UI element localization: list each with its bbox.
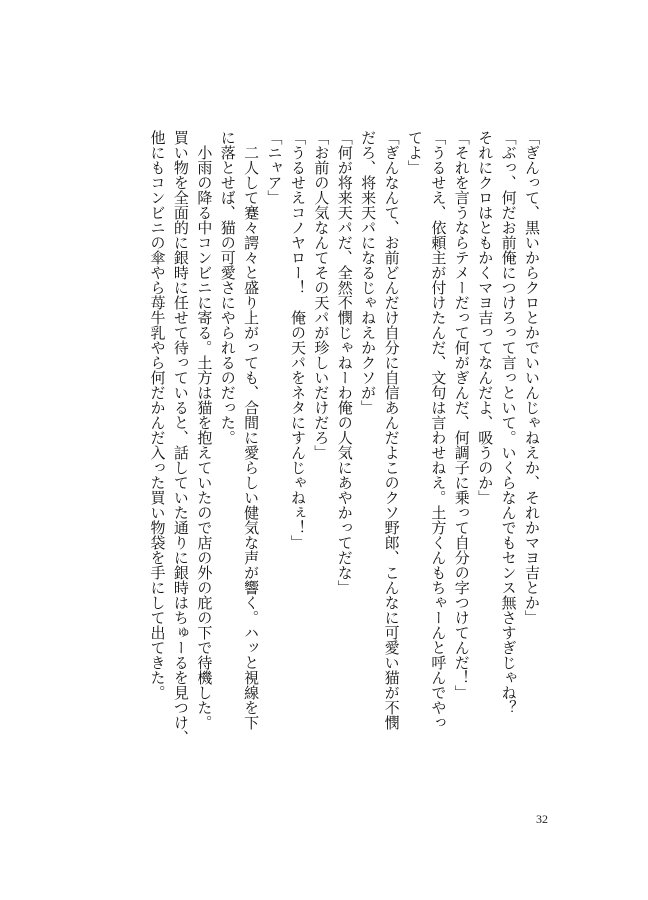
text-line: 「ニャア」 <box>265 130 284 205</box>
vertical-body-text <box>145 130 543 745</box>
text-line: 二人して蹇々諤々と盛り上がっても、合間に愛らしい健気な声が響く。ハッと視線を下 <box>242 130 261 730</box>
text-line: 小雨の降る中コンビニに寄る。土方は猫を抱えていたので店の外の庇の下で待機した。 <box>195 130 214 730</box>
text-line: 「それを言うならテメーだって何がぎんだ、何調子に乗って自分の字つけてんだ！」 <box>452 130 471 700</box>
text-line: てよ」 <box>405 130 424 175</box>
text-line: 他にもコンビニの傘やら苺牛乳やら何だかんだ入った買い物袋を手にして出てきた。 <box>148 130 167 700</box>
text-line: 買い物を全面的に銀時に任せて待っていると、話していた通りに銀時はちゅーるを見つけ、 <box>171 130 190 745</box>
text-line: 「何が将来天パだ、全然不憫じゃねーわ俺の人気にあやかってだな」 <box>335 130 354 595</box>
text-line: 「ぎんって、黒いからクロとかでいいんじゃねえか、それかマヨ吉とか」 <box>523 130 541 625</box>
page-number: 32 <box>536 812 548 826</box>
text-line: 「お前の人気なんてその天パが珍しいだけだろ」 <box>312 130 331 460</box>
text-line: に落とせば、猫の可愛さにやられるのだった。 <box>218 130 237 445</box>
text-line: 「うるせえコノヤロー！ 俺の天パをネタにすんじゃねぇ！」 <box>288 130 307 550</box>
text-line: だろ、将来天パになるじゃねえかクソが」 <box>359 130 378 415</box>
text-line: それにクロはともかくマヨ吉ってなんだよ、吸うのか」 <box>476 130 495 505</box>
text-line: 「ぎんなんて、お前どんだけ自分に自信あんだよこのクソ野郎、こんなに可愛い猫が不憫 <box>382 130 401 730</box>
text-line: 「ぶっ、何だお前俺につけろって言っといて。いくらなんでもセンス無さすぎじゃね？ <box>499 130 518 715</box>
text-line: 「うるせえ、依頼主が付けたんだ、文句は言わせねえ。土方くんもちゃーんと呼んでやっ <box>429 130 448 730</box>
